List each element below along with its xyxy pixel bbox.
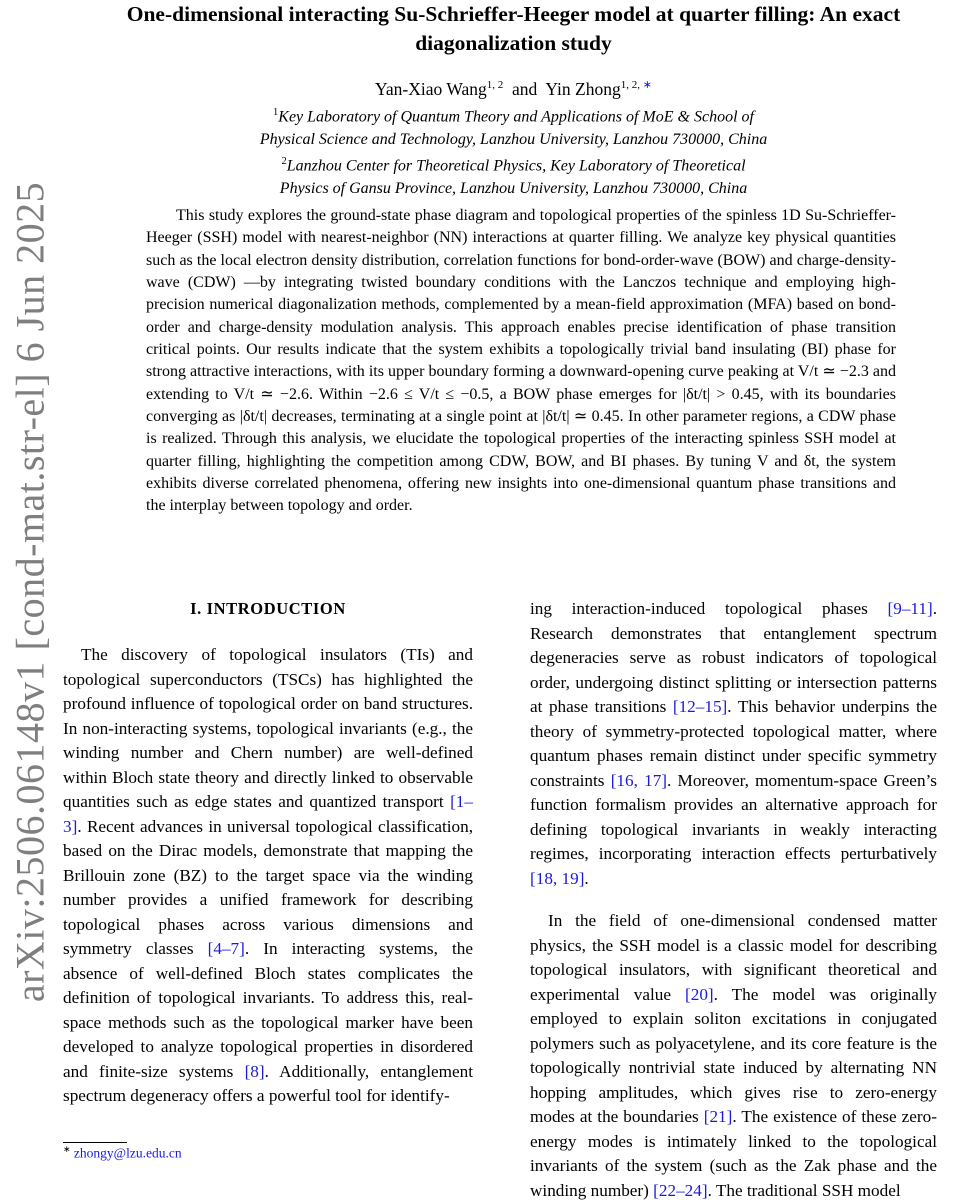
author-affiliation-marker: 1, 2 bbox=[486, 79, 504, 91]
left-column bbox=[63, 597, 473, 1109]
affiliation-line: Physics of Gansu Province, Lanzhou University, Lanzhou 730000, China bbox=[279, 180, 748, 198]
body-paragraph: ing interaction-induced topological phases [9–11]. Research demonstrates that entanglement spectrum degeneracies serve as robust indicators of topological order, undergoing distinct splitting or intersection patterns at phase transitions [12–15]. This behavior underpins the theory of symmetry-protected topological matter, where quantum phases remain distinct under specific symmetry constraints [16, 17]. Moreover, momentum-space Green’s function formalism provides an alternative approach for defining topological invariants in weakly interacting regimes, incorporating interaction effects perturbatively [18, 19]. bbox=[530, 599, 937, 888]
corresponding-author-link[interactable]: ∗ bbox=[642, 79, 652, 91]
affiliation-line bbox=[60, 151, 967, 178]
citation-link[interactable]: [9–11] bbox=[887, 599, 933, 618]
citation-link[interactable]: [12–15] bbox=[672, 697, 728, 716]
author-affiliation-marker: 1, 2, bbox=[620, 79, 643, 91]
affiliation-text: Lanzhou Center for Theoretical Physics, Key Laboratory of Theoretical bbox=[286, 157, 746, 175]
affiliation-number: 2 bbox=[281, 156, 287, 168]
title-line-2: diagonalization study bbox=[415, 31, 612, 55]
body-paragraph: In the field of one-dimensional condensed matter physics, the SSH model is a classic model for describing topological insulators, with significant theoretical and experimental value [20]. The model was originally employed to explain soliton excitations in conjugated polymers such as polyacetylene, and its core feature is the topologically nontrivial state induced by alternating NN hopping amplitudes, which gives rise to zero-energy modes at the boundaries [21]. The existence of these zero-energy modes is intimately linked to the topological invariants of the system (such as the Zak phase and the winding number) [22–24]. The traditional SSH model bbox=[530, 911, 937, 1200]
citation-link[interactable]: [16, 17] bbox=[610, 770, 668, 790]
citation-link[interactable]: [18, 19] bbox=[530, 868, 585, 888]
title-line-1: One-dimensional interacting Su-Schrieffer-Heeger model at quarter filling: An exact bbox=[126, 2, 901, 26]
citation-link[interactable]: [1–3] bbox=[63, 792, 473, 836]
footnote-mark: ∗ bbox=[63, 1144, 71, 1154]
arxiv-identifier: arXiv:2506.06148v1 [cond-mat.str-el] 6 Jun 2025 bbox=[7, 181, 53, 1003]
citation-link[interactable]: [8] bbox=[244, 1061, 265, 1081]
author-name: Yan-Xiao Wang bbox=[375, 78, 487, 99]
arxiv-sidebar bbox=[0, 0, 60, 1200]
affiliation-line bbox=[60, 102, 967, 129]
abstract: This study explores the ground-state phase diagram and topological properties of the spinless 1D Su-Schrieffer-Heeger (SSH) model with nearest-neighbor (NN) interactions at quarter filling. We analyze key physical quantities such as the local electron density distribution, correlation functions for bond-order-wave (BOW) and charge-density-wave (CDW) —by integrating twisted boundary conditions with the Lanczos technique and employing high-precision numerical diagonalization methods, complemented by a mean-field approximation (MFA) based on bond-order and charge-density modulation analysis. This approach enables precise identification of phase transition critical points. Our results indicate that the system exhibits a topologically trivial band insulating (BI) phase for strong attractive interactions, with its upper boundary forming a downward-opening curve peaking at V/t ≃ −2.3 and extending to V/t ≃ −2.6. Within −2.6 ≤ V/t ≤ −0.5, a BOW phase emerges for |δt/t| > 0.45, with its boundaries converging as |δt/t| decreases, terminating at a single point at |δt/t| ≃ 0.45. In other parameter regions, a CDW phase is realized. Through this analysis, we elucidate the topological properties of the interacting spinless SSH model at quarter filling, highlighting the competition among CDW, BOW, and BI phases. By tuning V and δt, the system exhibits diverse correlated phenomena, offering new insights into one-dimensional quantum phase transitions and the interplay between topology and order. bbox=[146, 207, 896, 515]
footnote bbox=[63, 1144, 182, 1162]
body-paragraph: The discovery of topological insulators (TIs) and topological superconductors (TSCs) has highlighted the profound influence of topological order on band structures. In non-interacting systems, topological invariants (e.g., the winding number and Chern number) are well-defined within Bloch state theory and directly linked to observable quantities such as edge states and quantized transport [1–3]. Recent advances in universal topological classification, based on the Dirac models, demonstrate that mapping the Brillouin zone (BZ) to the target space via the winding number provides a unified framework for describing topological phases across various dimensions and symmetry classes [4–7]. In interacting systems, the absence of well-defined Bloch states complicates the definition of topological invariants. To address this, real-space methods such as the topological marker have been developed to analyze topological properties in disordered and finite-size systems [8]. Additionally, entanglement spectrum degeneracy offers a powerful tool for identify- bbox=[63, 645, 474, 1105]
author-name: Yin Zhong bbox=[545, 78, 621, 99]
paper-title bbox=[60, 0, 967, 58]
email-link[interactable]: zhongy@lzu.edu.cn bbox=[73, 1145, 182, 1161]
affiliation-text: Key Laboratory of Quantum Theory and Applications of MoE & School of bbox=[278, 108, 754, 126]
citation-link[interactable]: [21] bbox=[703, 1107, 733, 1126]
section-heading: I. INTRODUCTION bbox=[190, 599, 346, 618]
affiliation-line: Physical Science and Technology, Lanzhou University, Lanzhou 730000, China bbox=[259, 130, 768, 148]
affiliation-list bbox=[60, 102, 967, 201]
author-conjunction: and bbox=[511, 78, 538, 99]
right-column bbox=[530, 597, 937, 1203]
footnote-divider bbox=[63, 1142, 127, 1143]
author-list bbox=[60, 73, 967, 101]
affiliation-number: 1 bbox=[273, 107, 279, 118]
citation-link[interactable]: [22–24] bbox=[653, 1180, 708, 1200]
citation-link[interactable]: [4–7] bbox=[207, 939, 245, 958]
citation-link[interactable]: [20] bbox=[685, 984, 714, 1004]
